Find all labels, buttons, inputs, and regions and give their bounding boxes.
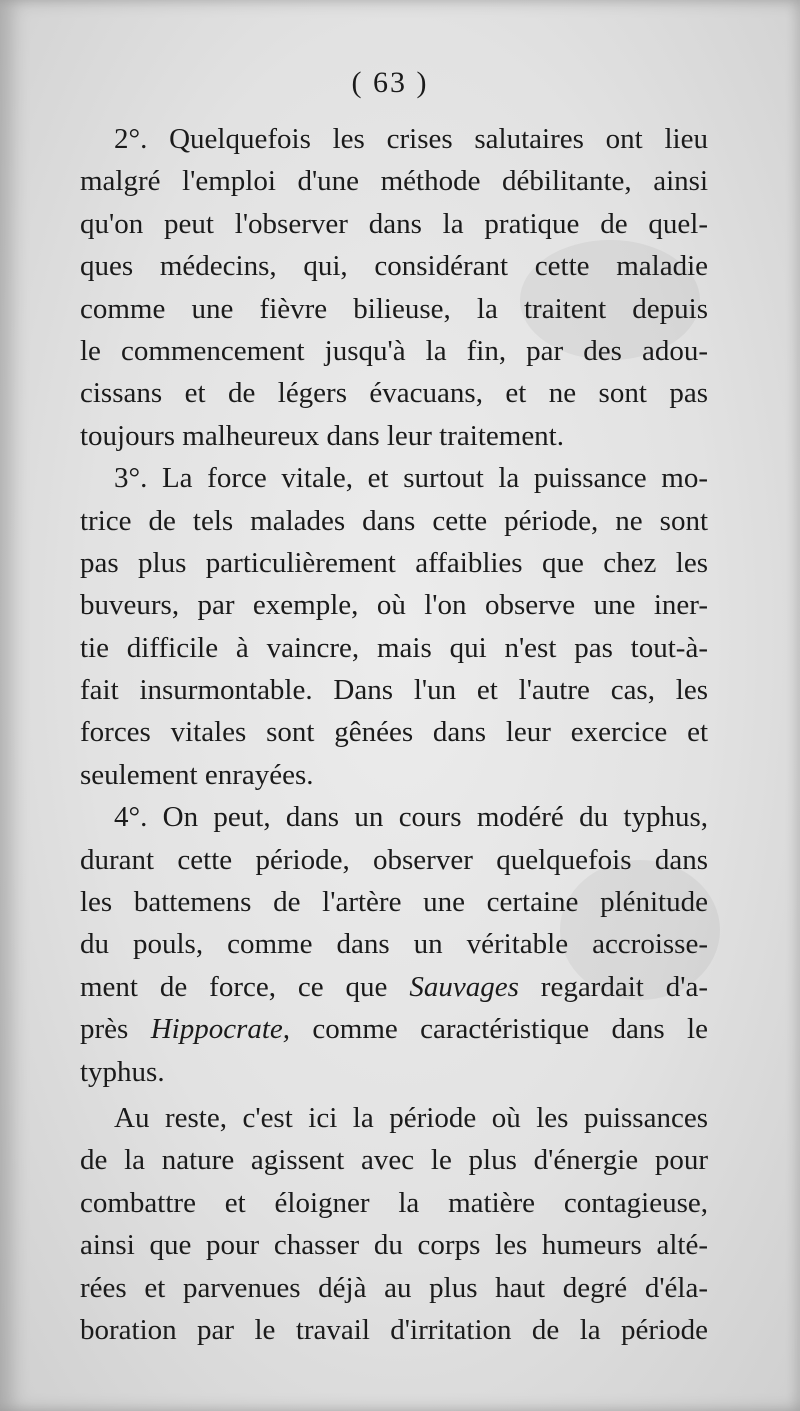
text-line: les battemens de l'artère une certaine plénitude — [80, 886, 708, 919]
text-segment: ment de force, ce que — [80, 970, 410, 1003]
italic-name: Sauvages — [409, 970, 519, 1003]
text-segment: comme caractéristique dans le — [290, 1013, 708, 1046]
text-line: ainsi que pour chasser du corps les humeurs alté- — [80, 1229, 708, 1262]
text-line: toujours malheureux dans leur traitement. — [80, 419, 564, 452]
text-line: combattre et éloigner la matière contagieuse, — [80, 1186, 708, 1219]
text-line: Au reste, c'est ici la période où les puissances — [114, 1101, 708, 1134]
text-line: buveurs, par exemple, où l'on observe une iner- — [80, 589, 708, 622]
text-segment: près — [80, 1013, 151, 1046]
text-segment: regardait d'a- — [518, 970, 708, 1003]
page-body-text — [80, 118, 708, 1351]
text-line: cissans et de légers évacuans, et ne sont pas — [80, 377, 708, 410]
text-line: qu'on peut l'observer dans la pratique de quel- — [80, 207, 708, 240]
text-line: de la nature agissent avec le plus d'énergie pour — [80, 1144, 708, 1177]
text-line: du pouls, comme dans un véritable accroisse- — [80, 928, 708, 961]
text-line: boration par le travail d'irritation de la période — [80, 1313, 708, 1346]
text-line: typhus. — [80, 1055, 165, 1088]
page-number: ( 63 ) — [351, 66, 429, 99]
text-line: ques médecins, qui, considérant cette maladie — [80, 250, 708, 283]
text-line: seulement enrayées. — [80, 758, 314, 791]
text-line — [80, 966, 708, 1008]
text-line — [80, 1008, 708, 1050]
text-line: tie difficile à vaincre, mais qui n'est pas tout-à- — [80, 631, 708, 664]
text-line: 2°. Quelquefois les crises salutaires ont lieu — [114, 123, 708, 155]
text-line: forces vitales sont gênées dans leur exercice et — [80, 716, 708, 749]
text-line: le commencement jusqu'à la fin, par des adou- — [80, 334, 708, 367]
italic-name: Hippocrate, — [150, 1013, 291, 1046]
text-line: trice de tels malades dans cette période, ne sont — [80, 504, 708, 537]
text-line: rées et parvenues déjà au plus haut degré d'éla- — [80, 1271, 708, 1304]
text-line: 4°. On peut, dans un cours modéré du typhus, — [114, 801, 708, 834]
text-line: malgré l'emploi d'une méthode débilitante, ainsi — [80, 165, 708, 198]
text-line: fait insurmontable. Dans l'un et l'autre cas, les — [80, 674, 708, 707]
text-line: pas plus particulièrement affaiblies que chez les — [80, 546, 708, 579]
text-line: durant cette période, observer quelquefois dans — [80, 843, 708, 876]
text-line: comme une fièvre bilieuse, la traitent depuis — [80, 292, 708, 325]
text-line: 3°. La force vitale, et surtout la puissance mo- — [114, 462, 708, 495]
